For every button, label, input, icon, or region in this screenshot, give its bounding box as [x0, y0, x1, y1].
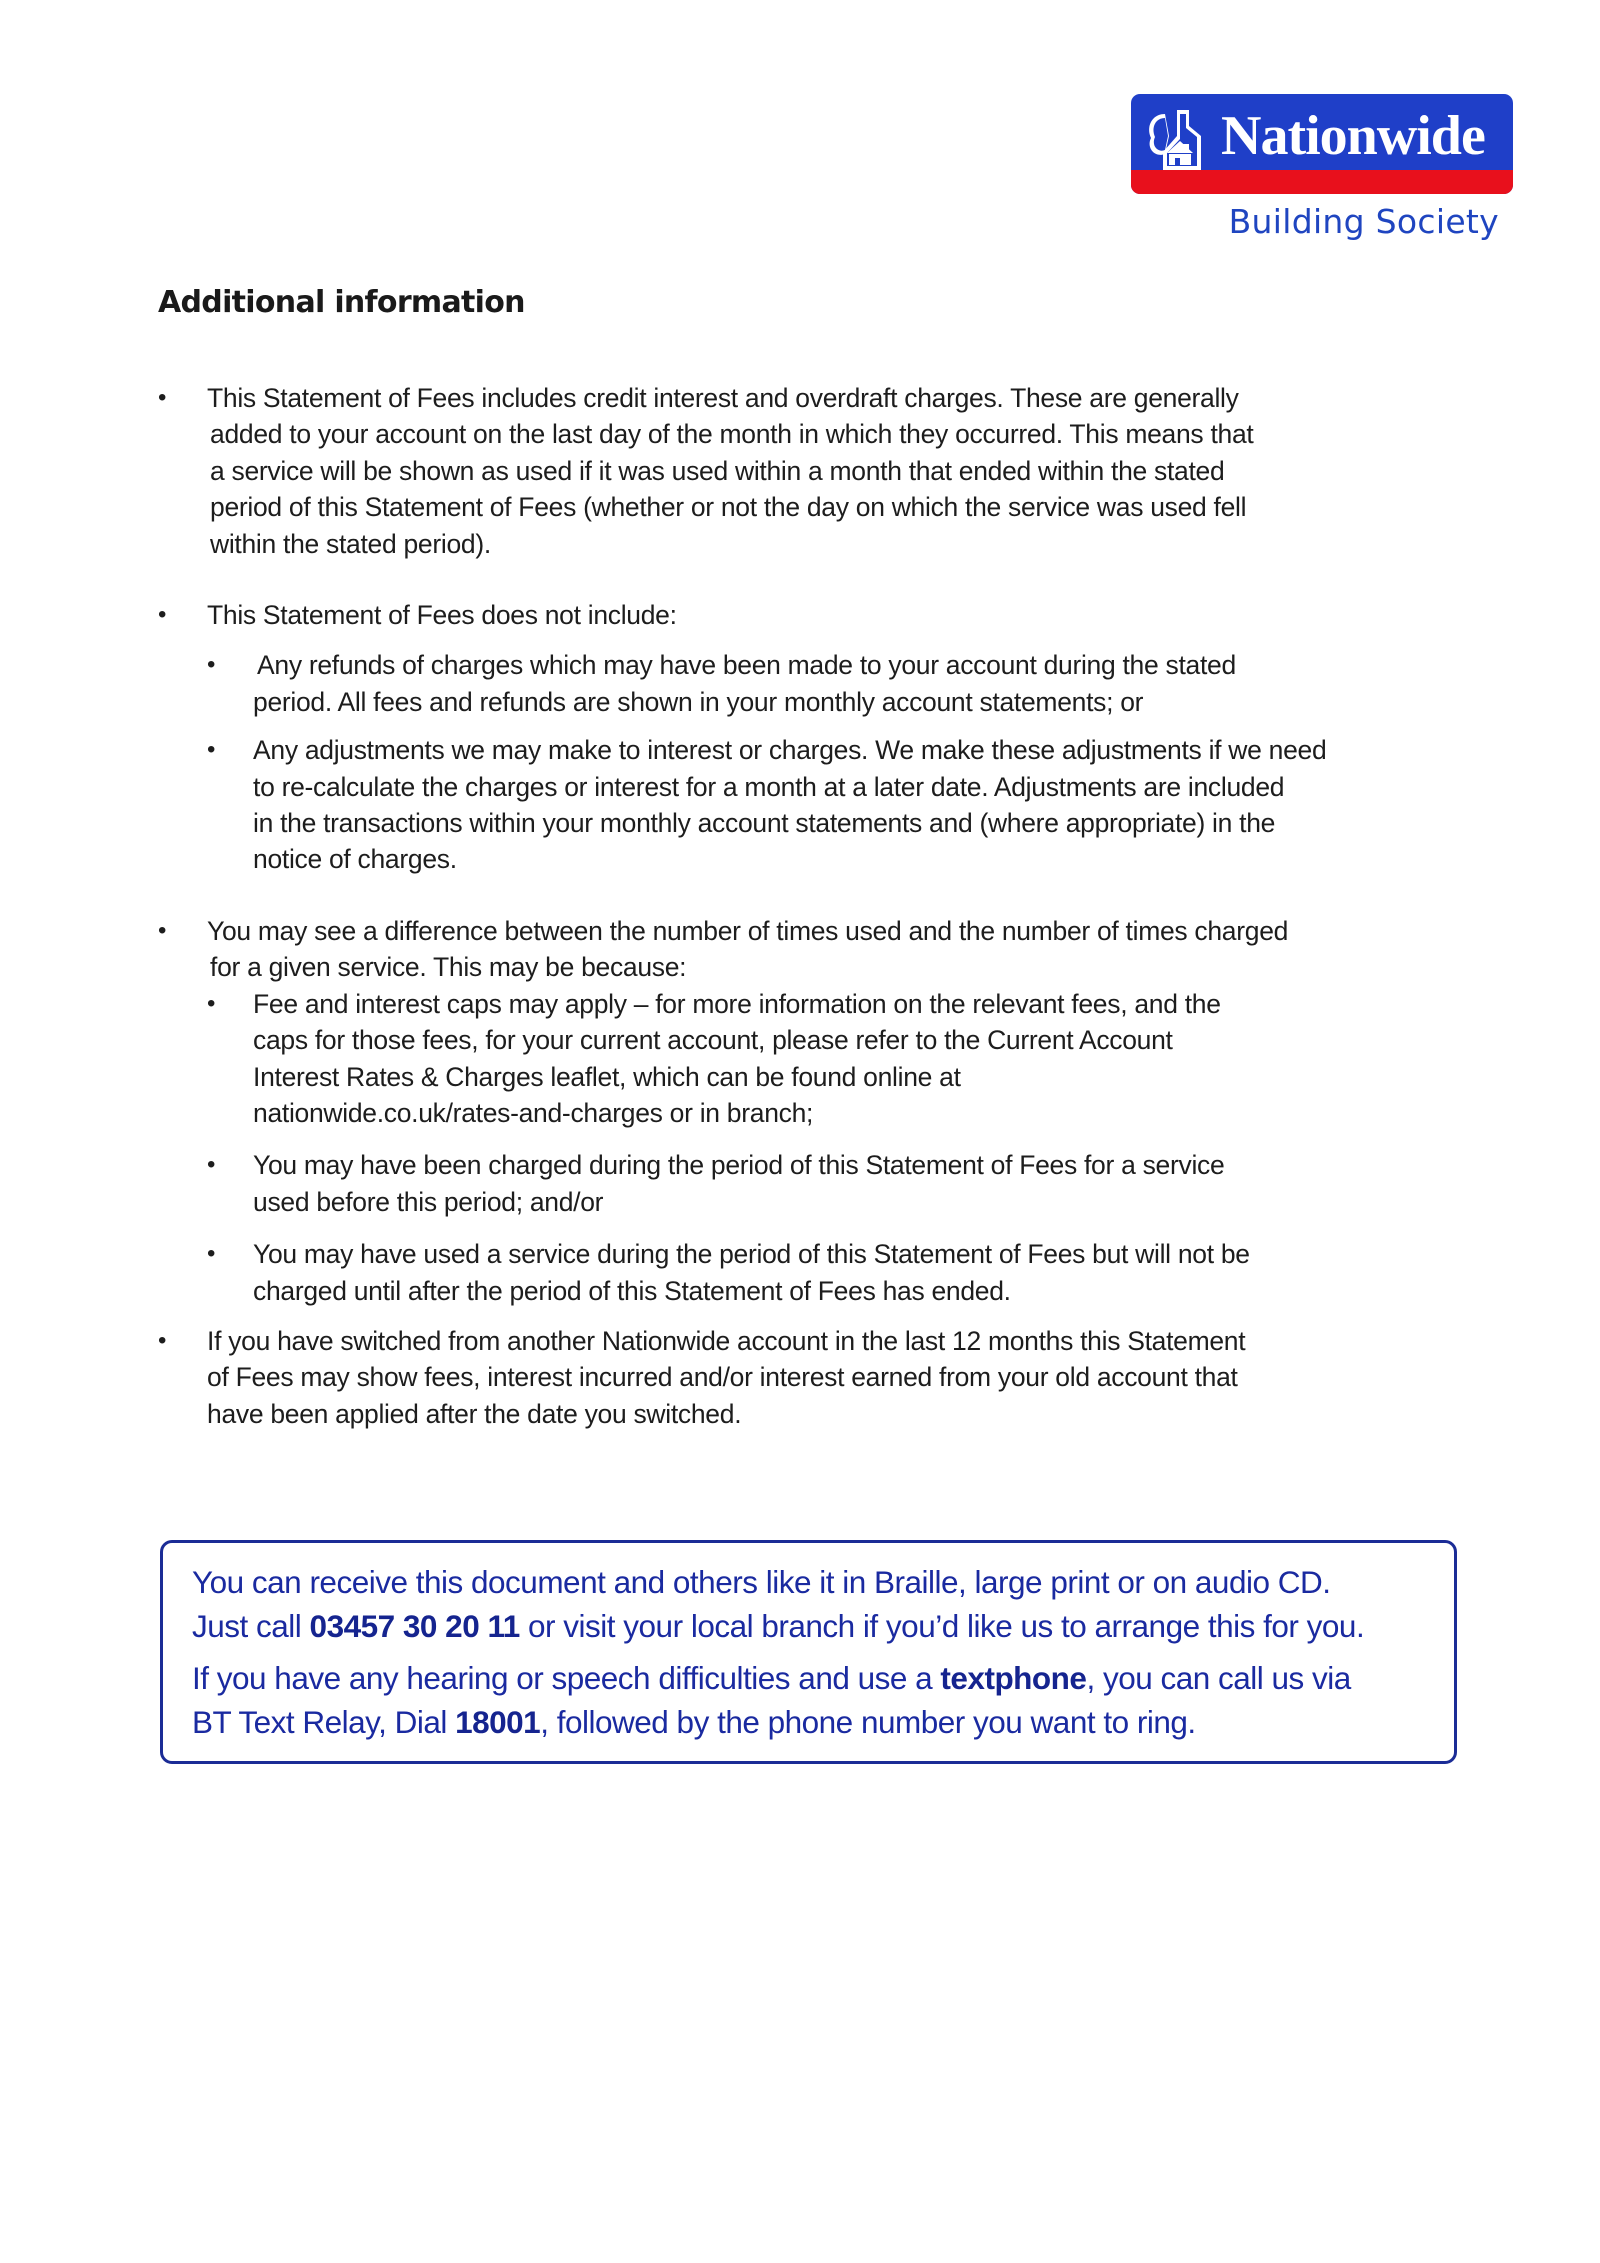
bullet-icon: • — [158, 384, 167, 411]
info-paragraph-formats — [192, 1561, 1364, 1648]
text-line: of Fees may show fees, interest incurred and/or interest earned from your old account that — [207, 1362, 1238, 1393]
text-line: If you have switched from another Nationwide account in the last 12 months this Statement — [207, 1325, 1246, 1356]
text-line — [192, 1657, 1364, 1701]
text-line — [192, 1605, 1364, 1649]
house-tree-icon — [1143, 106, 1213, 176]
text-line: Any refunds of charges which may have been made to your account during the stated — [257, 650, 1236, 681]
text-line: to re-calculate the charges or interest for a month at a later date. Adjustments are included — [253, 771, 1285, 802]
page-title: Additional information — [158, 285, 525, 320]
bullet-icon: • — [207, 1151, 216, 1179]
sub-list — [158, 647, 1418, 877]
text-fragment: , you can call us via — [1086, 1660, 1351, 1696]
text-line: a service will be shown as used if it was used within a month that ended within the stated — [210, 455, 1225, 486]
additional-information-list — [158, 380, 1418, 1432]
phone-number: 03457 30 20 11 — [309, 1607, 520, 1644]
bullet-icon: • — [207, 651, 216, 679]
text-fragment: Just call — [192, 1607, 310, 1644]
sub-list-item — [207, 1236, 1418, 1309]
text-line: have been applied after the date you switched. — [207, 1398, 742, 1429]
info-box-text — [192, 1561, 1364, 1744]
logo-wordmark: Nationwide — [1221, 105, 1485, 167]
sub-list-item — [207, 732, 1418, 878]
bullet-icon: • — [207, 736, 216, 764]
text-line: notice of charges. — [253, 844, 457, 875]
text-line — [192, 1701, 1364, 1745]
logo-plate — [1131, 94, 1513, 194]
text-line: caps for those fees, for your current account, please refer to the Current Account — [253, 1025, 1173, 1056]
text-line: Interest Rates & Charges leaflet, which can be found online at — [253, 1061, 961, 1092]
accessibility-info-box — [160, 1540, 1457, 1764]
text-line: for a given service. This may be because: — [210, 952, 687, 983]
text-fragment: or visit your local branch if you’d like us to arrange this for you. — [519, 1607, 1365, 1644]
logo-subtitle: Building Society — [1228, 202, 1499, 241]
text-line: used before this period; and/or — [253, 1186, 604, 1217]
text-line: You may see a difference between the number of times used and the number of times charged — [207, 915, 1289, 946]
text-fragment: If you have any hearing or speech difficulties and use a — [192, 1660, 941, 1696]
text-line: period of this Statement of Fees (whether or not the day on which the service was used fell — [210, 492, 1247, 523]
text-fragment: BT Text Relay, Dial — [192, 1703, 456, 1740]
textphone-term: textphone — [940, 1660, 1087, 1696]
text-line: nationwide.co.uk/rates-and-charges or in branch; — [253, 1097, 814, 1128]
text-line: You can receive this document and others like it in Braille, large print or on audio CD. — [192, 1564, 1331, 1600]
sub-list-item — [207, 1147, 1418, 1220]
info-paragraph-textphone — [192, 1657, 1364, 1744]
text-line: This Statement of Fees does not include: — [207, 600, 677, 631]
text-line: in the transactions within your monthly account statements and (where appropriate) in the — [253, 808, 1276, 839]
text-line: period. All fees and refunds are shown in your monthly account statements; or — [253, 686, 1144, 717]
list-item — [158, 597, 1418, 633]
list-item — [158, 1323, 1418, 1432]
bullet-icon: • — [207, 989, 216, 1017]
text-line: Fee and interest caps may apply – for more information on the relevant fees, and the — [253, 988, 1221, 1019]
text-line: Any adjustments we may make to interest or charges. We make these adjustments if we need — [253, 735, 1327, 766]
bullet-icon: • — [158, 1326, 167, 1354]
bullet-icon: • — [158, 601, 167, 629]
text-line: within the stated period). — [210, 528, 491, 559]
list-item — [158, 913, 1418, 986]
nationwide-logo — [1131, 94, 1513, 248]
bullet-icon: • — [207, 1240, 216, 1268]
sub-list — [158, 986, 1418, 1309]
sub-list-item — [207, 647, 1418, 720]
list-item — [158, 380, 1418, 562]
text-line: charged until after the period of this Statement of Fees has ended. — [253, 1275, 1011, 1306]
text-line: You may have used a service during the period of this Statement of Fees but will not be — [253, 1239, 1250, 1270]
text-line: This Statement of Fees includes credit interest and overdraft charges. These are generally — [207, 383, 1239, 413]
bullet-icon: • — [158, 916, 167, 944]
sub-list-item — [207, 986, 1418, 1132]
text-fragment: , followed by the phone number you want to ring. — [540, 1703, 1196, 1740]
relay-number: 18001 — [455, 1703, 541, 1740]
text-line: You may have been charged during the period of this Statement of Fees for a service — [253, 1150, 1225, 1181]
text-line: added to your account on the last day of the month in which they occurred. This means that — [210, 419, 1254, 450]
